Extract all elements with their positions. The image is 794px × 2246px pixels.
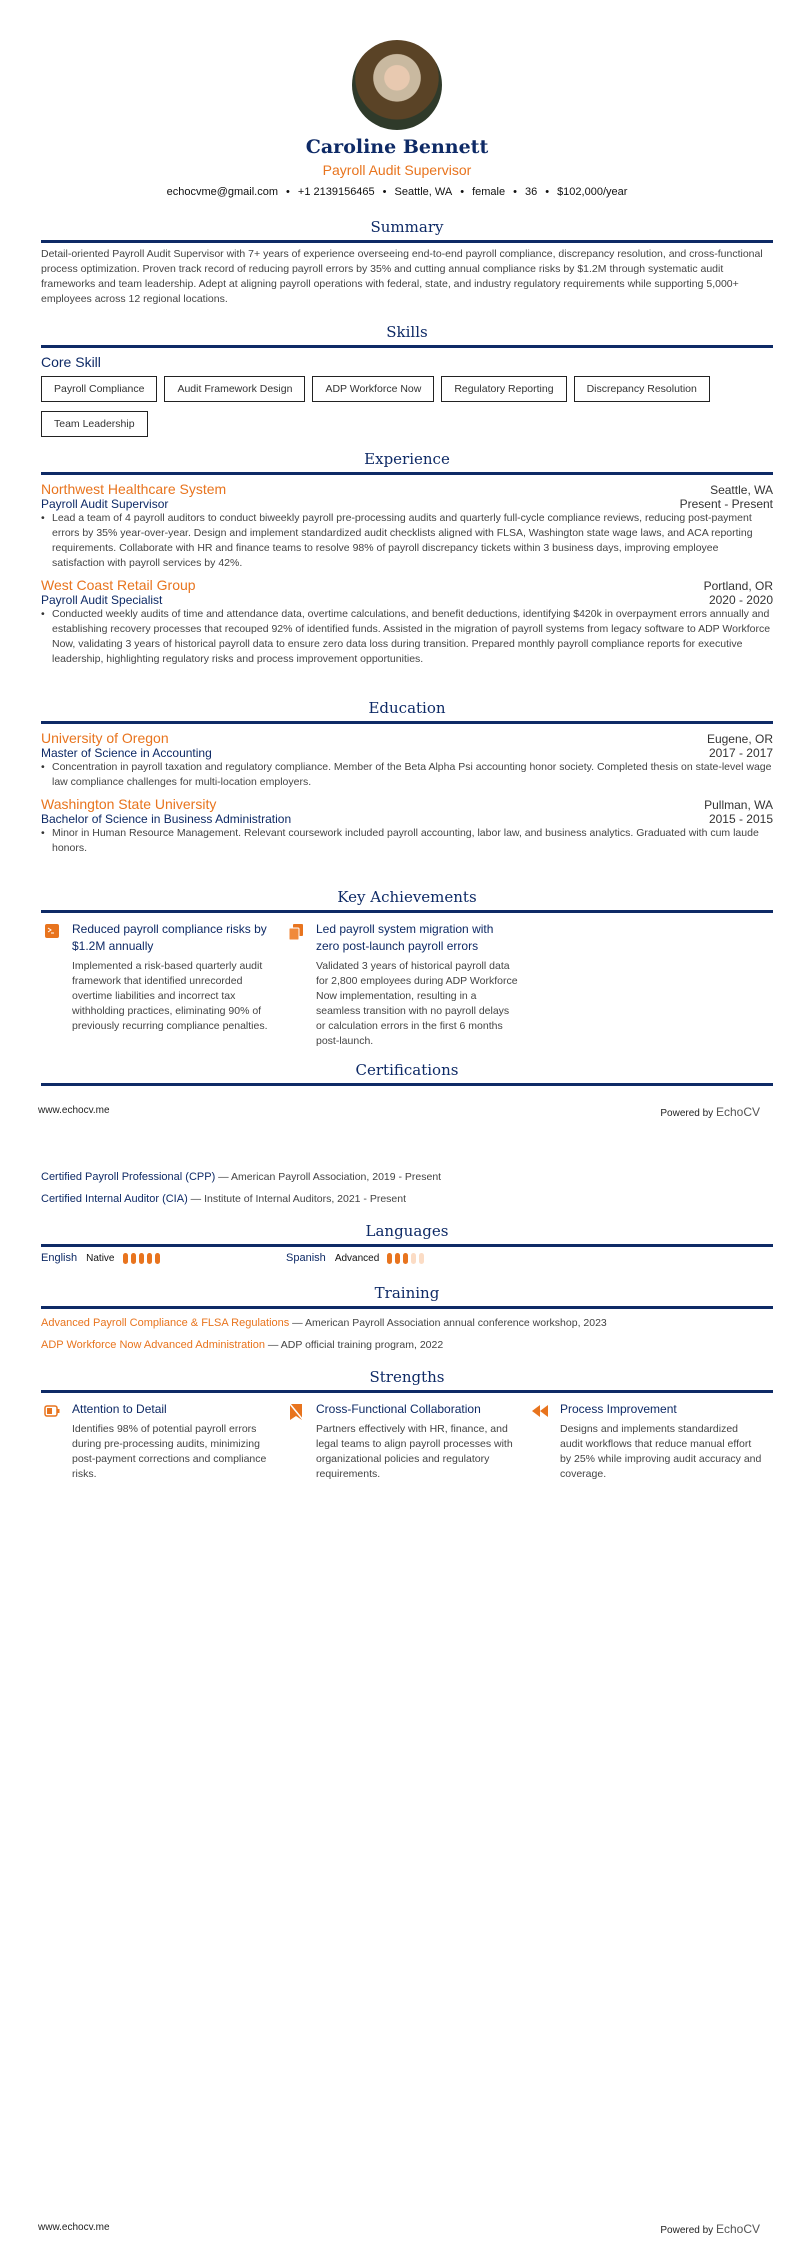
training-name: Advanced Payroll Compliance & FLSA Regulations <box>41 1317 290 1329</box>
degree: Bachelor of Science in Business Administration <box>41 812 292 826</box>
degree: Master of Science in Accounting <box>41 746 212 760</box>
job-bullet: • Conducted weekly audits of time and attendance data, overtime calculations, and benefit deductions, identifying $420k in overpayment errors annually and establishing recovery processes that recouped 92% of identified funds. Assisted in the migration of payroll systems from legacy software to ADP Workforce Now, validating 3 years of historical payroll data to ensure zero data loss during transition. Prepared monthly payroll compliance reports for executive leadership, highlighting regulatory risks and process improvement opportunities. <box>41 607 773 667</box>
email[interactable]: echocvme@gmail.com <box>166 186 279 198</box>
salary: $102,000/year <box>557 186 628 198</box>
experience-section <box>41 450 773 667</box>
skill-group-label: Core Skill <box>41 354 101 370</box>
job-dates: Present - Present <box>679 497 773 511</box>
age: 36 <box>524 186 538 198</box>
company-name: Northwest Healthcare System <box>41 481 227 497</box>
summary-text: Detail-oriented Payroll Audit Supervisor with 7+ years of experience overseeing end-to-end payroll compliance, discrepancy resolution, and cross-functional process optimization. Proven track record of reducing payroll errors by 35% and cutting annual compliance risks by $1.2M through systematic audit frameworks and team leadership. Adept at aligning payroll operations with federal, state, and industry regulatory requirements while supporting 5,000+ employees across 12 regional locations. <box>41 248 763 305</box>
school-location: Pullman, WA <box>704 798 773 812</box>
training-name: ADP Workforce Now Advanced Administration <box>41 1339 265 1351</box>
education-section <box>41 699 773 856</box>
certifications-list <box>41 1166 773 1210</box>
cert-name: Certified Internal Auditor (CIA) <box>41 1193 188 1205</box>
cert-item: Certified Internal Auditor (CIA) — Institute of Internal Auditors, 2021 - Present <box>41 1193 407 1205</box>
section-heading: Education <box>41 699 773 724</box>
section-heading: Key Achievements <box>41 888 773 913</box>
cert-detail: Institute of Internal Auditors, 2021 - Present <box>204 1193 407 1205</box>
footer-brand[interactable]: EchoCV <box>715 1105 760 1119</box>
contact-line: echocvme@gmail.com • +1 2139156465 • Seattle, WA • female • 36 • $102,000/year <box>166 186 628 198</box>
achievements-section <box>41 888 773 1049</box>
experience-entry <box>41 481 773 571</box>
training-item: ADP Workforce Now Advanced Administration — ADP official training program, 2022 <box>41 1339 444 1351</box>
bookmark-slash-icon <box>288 1404 304 1420</box>
skill-chip: ADP Workforce Now <box>312 376 434 402</box>
skill-chip: Audit Framework Design <box>164 376 305 402</box>
skill-chips <box>41 376 773 437</box>
phone: +1 2139156465 <box>297 186 375 198</box>
terminal-icon <box>44 924 60 940</box>
strength-title: Cross-Functional Collaboration <box>316 1402 481 1416</box>
cert-item: Certified Payroll Professional (CPP) — American Payroll Association, 2019 - Present <box>41 1171 442 1183</box>
edu-bullet: • Minor in Human Resource Management. Relevant coursework included payroll accounting, labor law, and business analytics. Graduated with cum laude honors. <box>41 826 773 856</box>
language-name: Spanish <box>286 1252 326 1264</box>
section-heading: Skills <box>41 323 773 348</box>
languages-section <box>41 1222 773 1264</box>
gender: female <box>472 186 506 198</box>
training-section <box>41 1284 773 1356</box>
company-name: West Coast Retail Group <box>41 577 196 593</box>
achievement-title: Reduced payroll compliance risks by $1.2M annually <box>72 922 267 953</box>
job-role: Payroll Audit Specialist <box>41 593 163 607</box>
strengths-section <box>41 1368 773 1482</box>
summary-section <box>41 218 773 307</box>
cert-detail: American Payroll Association, 2019 - Present <box>231 1171 442 1183</box>
footer-powered-label: Powered by <box>660 2225 714 2236</box>
edu-bullet: • Concentration in payroll taxation and regulatory compliance. Member of the Beta Alpha Psi accounting honor society. Completed thesis on state-level wage law compliance challenges for multi-location employers. <box>41 760 773 790</box>
footer-site-link[interactable]: www.echocv.me <box>38 1105 110 1116</box>
location: Seattle, WA <box>394 186 453 198</box>
training-item: Advanced Payroll Compliance & FLSA Regulations — American Payroll Association annual conference workshop, 2023 <box>41 1317 607 1329</box>
language-name: English <box>41 1252 78 1264</box>
edu-dates: 2017 - 2017 <box>708 746 773 760</box>
job-role: Payroll Audit Supervisor <box>41 497 169 511</box>
job-location: Seattle, WA <box>710 483 773 497</box>
job-bullet: • Lead a team of 4 payroll auditors to conduct biweekly payroll pre-processing audits and quarterly full-cycle compliance reviews, reducing post-payment errors by 35% year-over-year. Design and implement standardized audit checklists aligned with FLSA, Washington state wage laws, and ACA reporting requirements. Collaborate with HR and finance teams to resolve 98% of payroll discrepancy tickets within 3 business days, improving employee satisfaction with payroll services by 42%. <box>41 511 773 571</box>
strength-desc: Partners effectively with HR, finance, and legal teams to align payroll processes with organizational policies and regulatory requirements. <box>316 1423 513 1480</box>
footer-site-link[interactable]: www.echocv.me <box>38 2222 110 2233</box>
strength-item <box>44 1401 274 1482</box>
skill-chip: Discrepancy Resolution <box>574 376 710 402</box>
section-heading: Experience <box>41 450 773 475</box>
job-location: Portland, OR <box>703 579 773 593</box>
achievement-desc: Implemented a risk-based quarterly audit framework that identified unrecorded overtime liabilities and incorrect tax withholding practices, eliminating 90% of previously recurring compliance penalties. <box>72 960 268 1032</box>
section-heading: Certifications <box>41 1061 773 1086</box>
achievement-item <box>44 921 274 1049</box>
page-footer <box>38 1105 760 1119</box>
strength-desc: Designs and implements standardized audit workflows that reduce manual effort by 25% while improving audit accuracy and coverage. <box>560 1423 762 1480</box>
strength-desc: Identifies 98% of potential payroll errors during pre-processing audits, minimizing post-payment corrections and compliance risks. <box>72 1423 267 1480</box>
profile-photo <box>352 40 442 130</box>
language-item <box>286 1252 424 1264</box>
skills-section <box>41 323 773 437</box>
battery-icon <box>44 1404 60 1420</box>
job-dates: 2020 - 2020 <box>708 593 773 607</box>
section-heading: Languages <box>41 1222 773 1247</box>
candidate-title: Payroll Audit Supervisor <box>322 162 472 178</box>
achievement-desc: Validated 3 years of historical payroll data for 2,800 employees during ADP Workforce Now implementation, resulting in a seamless transition with no payroll delays or calculation errors in the first 6 months post-launch. <box>316 960 518 1047</box>
language-meter <box>387 1253 424 1264</box>
education-entry <box>41 796 773 856</box>
experience-entry <box>41 577 773 667</box>
edu-dates: 2015 - 2015 <box>708 812 773 826</box>
candidate-name: Caroline Bennett <box>305 136 489 158</box>
strength-item <box>532 1401 762 1482</box>
school-location: Eugene, OR <box>706 732 773 746</box>
backward-icon <box>532 1404 548 1420</box>
section-heading: Training <box>41 1284 773 1309</box>
skill-chip: Team Leadership <box>41 411 148 437</box>
footer-brand[interactable]: EchoCV <box>715 2222 760 2236</box>
strength-title: Process Improvement <box>560 1402 677 1416</box>
page-footer-bottom <box>38 2222 760 2236</box>
training-detail: American Payroll Association annual conference workshop, 2023 <box>305 1317 607 1329</box>
language-item <box>41 1252 286 1264</box>
achievement-title: Led payroll system migration with zero post-launch payroll errors <box>316 922 494 953</box>
skill-chip: Regulatory Reporting <box>441 376 566 402</box>
school-name: University of Oregon <box>41 730 169 746</box>
achievement-item <box>288 921 518 1049</box>
footer-powered-label: Powered by <box>660 1108 714 1119</box>
language-meter <box>123 1253 160 1264</box>
language-level: Native <box>86 1253 115 1264</box>
certifications-section <box>41 1061 773 1086</box>
section-heading: Strengths <box>41 1368 773 1393</box>
skill-chip: Payroll Compliance <box>41 376 157 402</box>
education-entry <box>41 730 773 790</box>
strength-item <box>288 1401 518 1482</box>
school-name: Washington State University <box>41 796 217 812</box>
copy-icon <box>288 924 304 940</box>
strength-title: Attention to Detail <box>72 1402 167 1416</box>
section-heading: Summary <box>41 218 773 243</box>
training-detail: ADP official training program, 2022 <box>280 1339 444 1351</box>
cert-name: Certified Payroll Professional (CPP) <box>41 1171 216 1183</box>
language-level: Advanced <box>334 1253 380 1264</box>
